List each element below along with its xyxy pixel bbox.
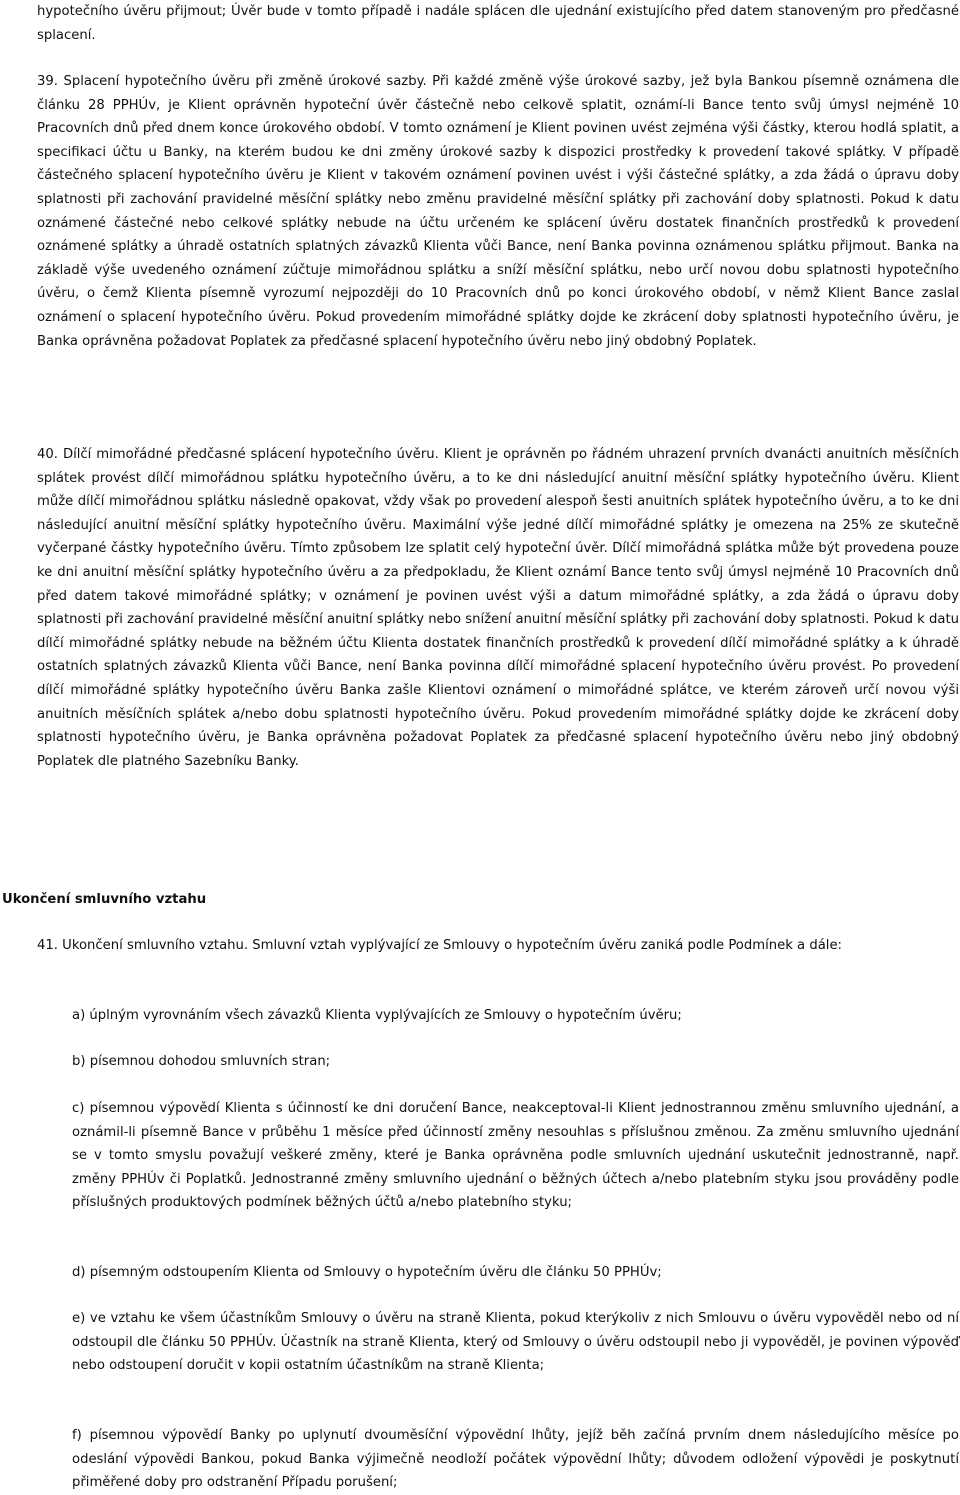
paragraph-39: 39. Splacení hypotečního úvěru při změně úrokové sazby. Při každé změně výše úrokové sazby, jež byla Bankou písemně oznámena dle článku 28 PPHÚv, je Klient oprávněn hypoteční úvěr částečně nebo celkově splatit, oznámí-li Bance tento svůj úmysl nejméně 10 Pracovních dnů před dnem konce úrokového období. V tomto oznámení je Klient povinen uvést zejména výši částky, kterou hodlá splatit, a specifikaci účtu u Banky, na kterém budou ke dni změny úrokové sazby k dispozici prostředky k provedení takové splátky. V případě částečného splacení hypotečního úvěru je Klient v takovém oznámení povinen uvést i výši částečné splátky, a zda žádá o úpravu doby splatnosti při zachování pravidelné měsíční splátky nebo změnu pravidelné měsíční splátky při zachování doby splatnosti. Pokud k datu oznámené částečné nebo celkové splátky nebude na účtu určeném ke splácení úvěru dostatek finančních prostředků k provedení oznámené splátky a úhradě ostatních splatných závazků Klienta vůči Bance, není Banka povinna oznámenou splátku přijmout. Banka na základě výše uvedeného oznámení zúčtuje mimořádnou splátku a sníží měsíční splátku, nebo určí novou dobu splatnosti hypotečního úvěru, o čemž Klienta písemně vyrozumí nejpozději do 10 Pracovních dnů po konci úrokového období, v němž Klient Bance zaslal oznámení o splacení hypotečního úvěru. Pokud provedením mimořádné splátky dojde ke zkrácení doby splatnosti hypotečního úvěru, je Banka oprávněna požadovat Poplatek za předčasné splacení hypotečního úvěru nebo jiný obdobný Poplatek. bbox=[37, 74, 959, 349]
list-item-e: e) ve vztahu ke všem účastníkům Smlouvy o úvěru na straně Klienta, pokud kterýkoliv z nich Smlouvu o úvěru vypověděl nebo od ní odstoupil dle článku 50 PPHÚv. Účastník na straně Klienta, který od Smlouvy o úvěru odstoupil nebo ji vypověděl, je povinen výpověď nebo odstoupení doručit v kopii ostatním účastníkům na straně Klienta; bbox=[72, 1311, 959, 1374]
paragraph-40: 40. Dílčí mimořádné předčasné splácení hypotečního úvěru. Klient je oprávněn po řádném uhrazení prvních dvanácti anuitních měsíčních splátek provést dílčí mimořádnou splátku hypotečního úvěru, a to ke dni následující anuitní měsíční splátky hypotečního úvěru. Klient může dílčí mimořádnou splátku následně opakovat, vždy však po provedení alespoň šesti anuitních splátek hypotečního úvěru, a to ke dni následující anuitní měsíční splátky hypotečního úvěru. Maximální výše jedné dílčí mimořádné splátky je omezena na 25% ze skutečně vyčerpané částky hypotečního úvěru. Tímto způsobem lze splatit celý hypoteční úvěr. Dílčí mimořádná splátka může být provedena pouze ke dni anuitní měsíční splátky hypotečního úvěru a za předpokladu, že Klient oznámí Bance tento svůj úmysl nejméně 10 Pracovních dnů před datem takové mimořádné splátky; v oznámení je povinen uvést výši a datum mimořádné splátky, a zda žádá o úpravu doby splatnosti při zachování pravidelné měsíční anuitní splátky nebo snížení anuitní měsíční splátky při zachování doby splatnosti. Pokud k datu dílčí mimořádné splátky nebude na běžném účtu Klienta dostatek finančních prostředků k provedení dílčí mimořádné splátky a k úhradě ostatních splatných závazků Klienta vůči Bance, není Banka povinna dílčí mimořádné splacení hypotečního úvěru provést. Po provedení dílčí mimořádné splátky hypotečního úvěru Banka zašle Klientovi oznámení o mimořádné splátce, ve kterém zároveň určí novou výši anuitních měsíčních splátek a/nebo dobu splatnosti hypotečního úvěru. Pokud provedením mimořádné splátky dojde ke zkrácení doby splatnosti hypotečního úvěru, je Banka oprávněna požadovat Poplatek za předčasné splacení hypotečního úvěru nebo jiný obdobný Poplatek dle platného Sazebníku Banky. bbox=[37, 447, 959, 769]
list-item-c: c) písemnou výpovědí Klienta s účinností ke dni doručení Bance, neakceptoval-li Klient jednostrannou změnu smluvního ujednání, a oznámil-li písemně Bance v průběhu 1 měsíce před účinností změny nesouhlas s příslušnou změnou. Za změnu smluvního ujednání se v tomto smyslu považují veškeré změny, které je Banka oprávněna podle smluvních ujednání uskutečnit jednostranně, např. změny PPHÚv či Poplatků. Jednostranné změny smluvního ujednání o běžných účtech a/nebo platebním styku jsou prováděny podle příslušných produktových podmínek běžných účtů a/nebo platebního styku; bbox=[72, 1101, 959, 1211]
paragraph-41: 41. Ukončení smluvního vztahu. Smluvní vztah vyplývající ze Smlouvy o hypotečním úvěru zaniká podle Podmínek a dále: bbox=[37, 938, 843, 953]
list-item-d: d) písemným odstoupením Klienta od Smlouvy o hypotečním úvěru dle článku 50 PPHÚv; bbox=[72, 1265, 662, 1280]
intro-continuation-paragraph: hypotečního úvěru přijmout; Úvěr bude v tomto případě i nadále splácen dle ujednání existujícího před datem stanoveným pro předčasné splacení. bbox=[37, 4, 959, 43]
list-item-b: b) písemnou dohodou smluvních stran; bbox=[72, 1054, 331, 1069]
list-item-f: f) písemnou výpovědí Banky po uplynutí dvouměsíční výpovědní lhůty, jejíž běh začíná prvním dnem následujícího měsíce po odeslání výpovědi Bankou, pokud Banka výjimečně neodloží počátek výpovědní lhůty; důvodem odložení výpovědi je poskytnutí přiměřené doby pro odstranění Případu porušení; bbox=[72, 1428, 959, 1491]
section-heading: Ukončení smluvního vztahu bbox=[2, 892, 207, 907]
list-item-a: a) úplným vyrovnáním všech závazků Klienta vyplývajících ze Smlouvy o hypotečním úvěru; bbox=[72, 1008, 682, 1023]
